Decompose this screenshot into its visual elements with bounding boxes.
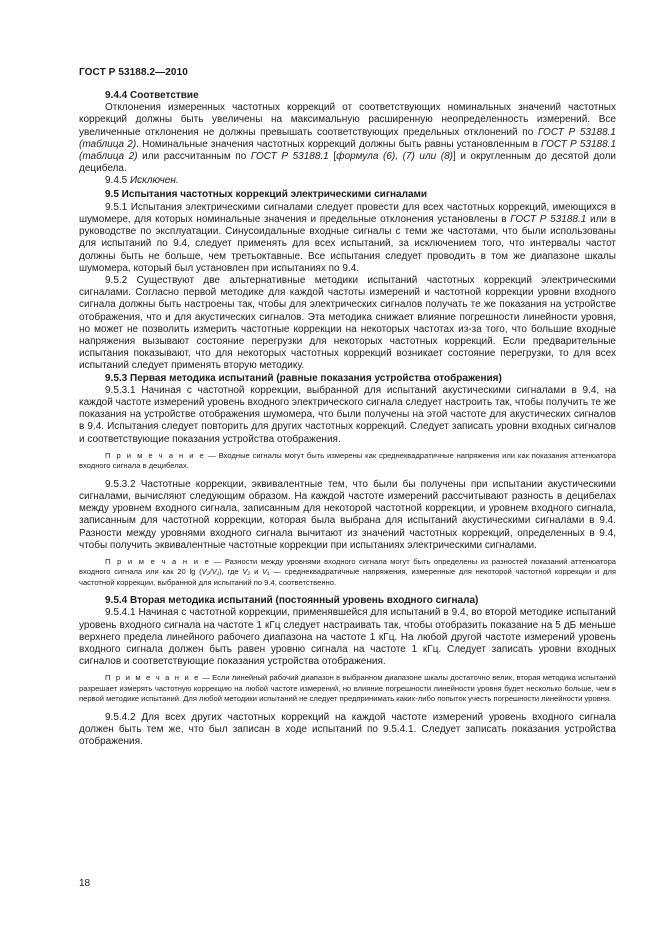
page-body <box>79 90 616 748</box>
text-run: или рассчитанным по <box>137 151 251 163</box>
note-text: — Если линейный рабочий диапазон в выбранном диапазоне шкалы достаточно велик, вторая методика испытаний разрешает измерять частотную коррекцию на любой частоте измерений, но влияние погрешности линейности уровня будет несколько больше, чем в первой методике испытаний. Для любой методики испытаний не следует предпринимать каких-либо попыток учесть погрешности линейности уровня. <box>79 673 616 704</box>
formula: V₂ <box>242 567 251 577</box>
text-run: или в руководстве по эксплуатации. Синусоидальные входные сигналы с теми же частотами, что были использованы для испытаний по 9.4, следует применять для всех испытаний, за исключением того, что интервалы частот должны быть не больше, чем третьоктавные. Все испытания следует проводить в том же диапазоне шкалы шумомера, который был установлен при испытаниях по 9.4. <box>79 214 616 274</box>
section-number: 9.4.5 <box>105 175 131 187</box>
note-9-5-4-1 <box>79 673 616 704</box>
formula: V₁ <box>262 567 270 577</box>
note-label: П р и м е ч а н и е <box>105 556 211 566</box>
section-9-5-3-1-paragraph: 9.5.3.1 Начиная с частотной коррекции, выбранной для испытаний акустическими сигналами в 9.4, на каждой частоте измерений уровень входного электрического сигнала следует настроить так, чтобы получить те же показания на устройстве отображения шумомера, что были получены на этой частоте для акустических сигналов в 9.4. Испытания следует повторить для других частотных коррекций. Следует записать уровни входных сигналов и соответствующие показания устройства отображения. <box>79 384 616 445</box>
note-label: П р и м е ч а н и е <box>105 673 200 683</box>
note-text: — Входные сигналы могут быть измерены как среднеквадратичные напряжения или как показания аттенюатора входного сигнала в децибелах. <box>79 450 617 471</box>
section-9-5-3-title: 9.5.3 Первая методика испытаний (равные показания устройства отображения) <box>105 372 502 384</box>
note-9-5-3-1 <box>79 451 616 472</box>
section-status: Исключен. <box>130 175 179 187</box>
text-run: ] и округленным до десятой доли децибела. <box>79 151 616 175</box>
text-run: [ <box>328 151 337 163</box>
text-run: 9.5.1 Испытания электрическими сигналами следует провести для всех частотных коррекций, имеющихся в шумомере, для которых номинальные значения и предельные отклонения установлены в <box>79 201 616 226</box>
note-text: и <box>250 567 263 577</box>
note-text: — среднеквадратичные напряжения, измеренные для некоторой частотной коррекции и для частотной коррекции, выбранной для испытаний по 9.4, соответственно. <box>79 567 616 587</box>
section-9-4-4-paragraph <box>79 102 616 175</box>
note-label: П р и м е ч а н и е <box>105 450 206 460</box>
note-text: ), где <box>219 567 243 577</box>
page-number: 18 <box>79 878 91 889</box>
note-text: — Разности между уровнями входного сигнала могут быть определены из разностей показаний аттенюатора входного сигнала или как 20 lg ( <box>79 556 617 577</box>
section-9-5-title: 9.5 Испытания частотных коррекций электрическими сигналами <box>105 188 428 200</box>
section-9-5-2-paragraph: 9.5.2 Существуют две альтернативные методики испытаний частотных коррекций электрическими сигналами. Согласно первой методике для каждой частоты измерений и частотной коррекции уровни входного сигнала должны быть настроены так, чтобы для электрических сигналов получать те же показания на устройстве отображения, что и для акустических сигналов. Эта методика снижает влияние погрешности линейности уровня, но может не позволить измерить частотные коррекции на некоторых частотах из-за того, что большие входные напряжения вызывают состояние перегрузки для некоторых частотных коррекций. Если предварительные испытания показывают, что для некоторых частотных коррекций возникает состояние перегрузки, то для всех испытаний следует применять вторую методику. <box>79 275 616 372</box>
note-9-5-3-2 <box>79 557 616 588</box>
reference: ГОСТ Р 53188.1 <box>510 214 587 226</box>
section-9-5-1-paragraph <box>79 202 616 275</box>
reference: ГОСТ Р 53188.1 <box>250 151 329 163</box>
section-9-5-3-2-paragraph: 9.5.3.2 Частотные коррекции, эквивалентные тем, что были бы получены при испытании акустическими сигналами, вычисляют следующим образом. На каждой частоте измерений рассчитывают разность в децибелах между уровнем входного сигнала, записанным для некоторой частотной коррекции, и уровнем входного сигнала, записанным для частотной коррекции, которая была выбрана для испытаний акустическими сигналами в 9.4. Разности между уровнями входного сигнала вычитают из значений частотных коррекций, определенных в 9.4, чтобы получить эквивалентные частотные коррекции при испытаниях электрическими сигналами. <box>79 478 616 551</box>
section-9-5-4-2-paragraph: 9.5.4.2 Для всех других частотных коррекций на каждой частоте измерений уровень входного сигнала должен быть тем же, что был записан в ходе испытаний по 9.5.4.1. Следует записать показания устройства отображения. <box>79 711 616 747</box>
reference: формула (6), (7) или (8) <box>336 151 453 163</box>
section-9-5-4-1-paragraph: 9.5.4.1 Начиная с частотной коррекции, применявшейся для испытаний в 9.4, во второй методике испытаний уровень входного сигнала на частоте 1 кГц следует настраивать так, чтобы отобразить показание на 5 дБ меньше верхнего предела линейного рабочего диапазона на частоте 1 кГц. На любой другой частоте измерений уровень входного сигнала должен быть равен уровню сигнала на частоте 1 кГц. Следует записать уровни входных сигналов и соответствующие показания устройства отображения. <box>79 607 616 668</box>
page-header: ГОСТ Р 53188.2—2010 <box>79 67 188 78</box>
reference: ГОСТ Р 53188.1 (таблица 2) <box>79 138 617 163</box>
formula: V₂/V₁ <box>201 567 220 577</box>
section-9-5-4-title: 9.5.4 Вторая методика испытаний (постоянный уровень входного сигнала) <box>105 595 479 607</box>
text-run: Отклонения измеренных частотных коррекций от соответствующих номинальных значений частотных коррекций должны быть увеличены на максимальную расширенную неопределенность измерений. Все увеличенные отклонения не должны превышать соответствующих предельных отклонений по <box>79 102 616 138</box>
section-9-4-4-title: 9.4.4 Соответствие <box>105 90 199 101</box>
section-9-4-5 <box>79 175 616 187</box>
reference: ГОСТ Р 53188.1 (таблица 2) <box>79 126 616 150</box>
text-run: . Номинальные значения частотных коррекций должны быть равны установленным в <box>136 138 541 150</box>
